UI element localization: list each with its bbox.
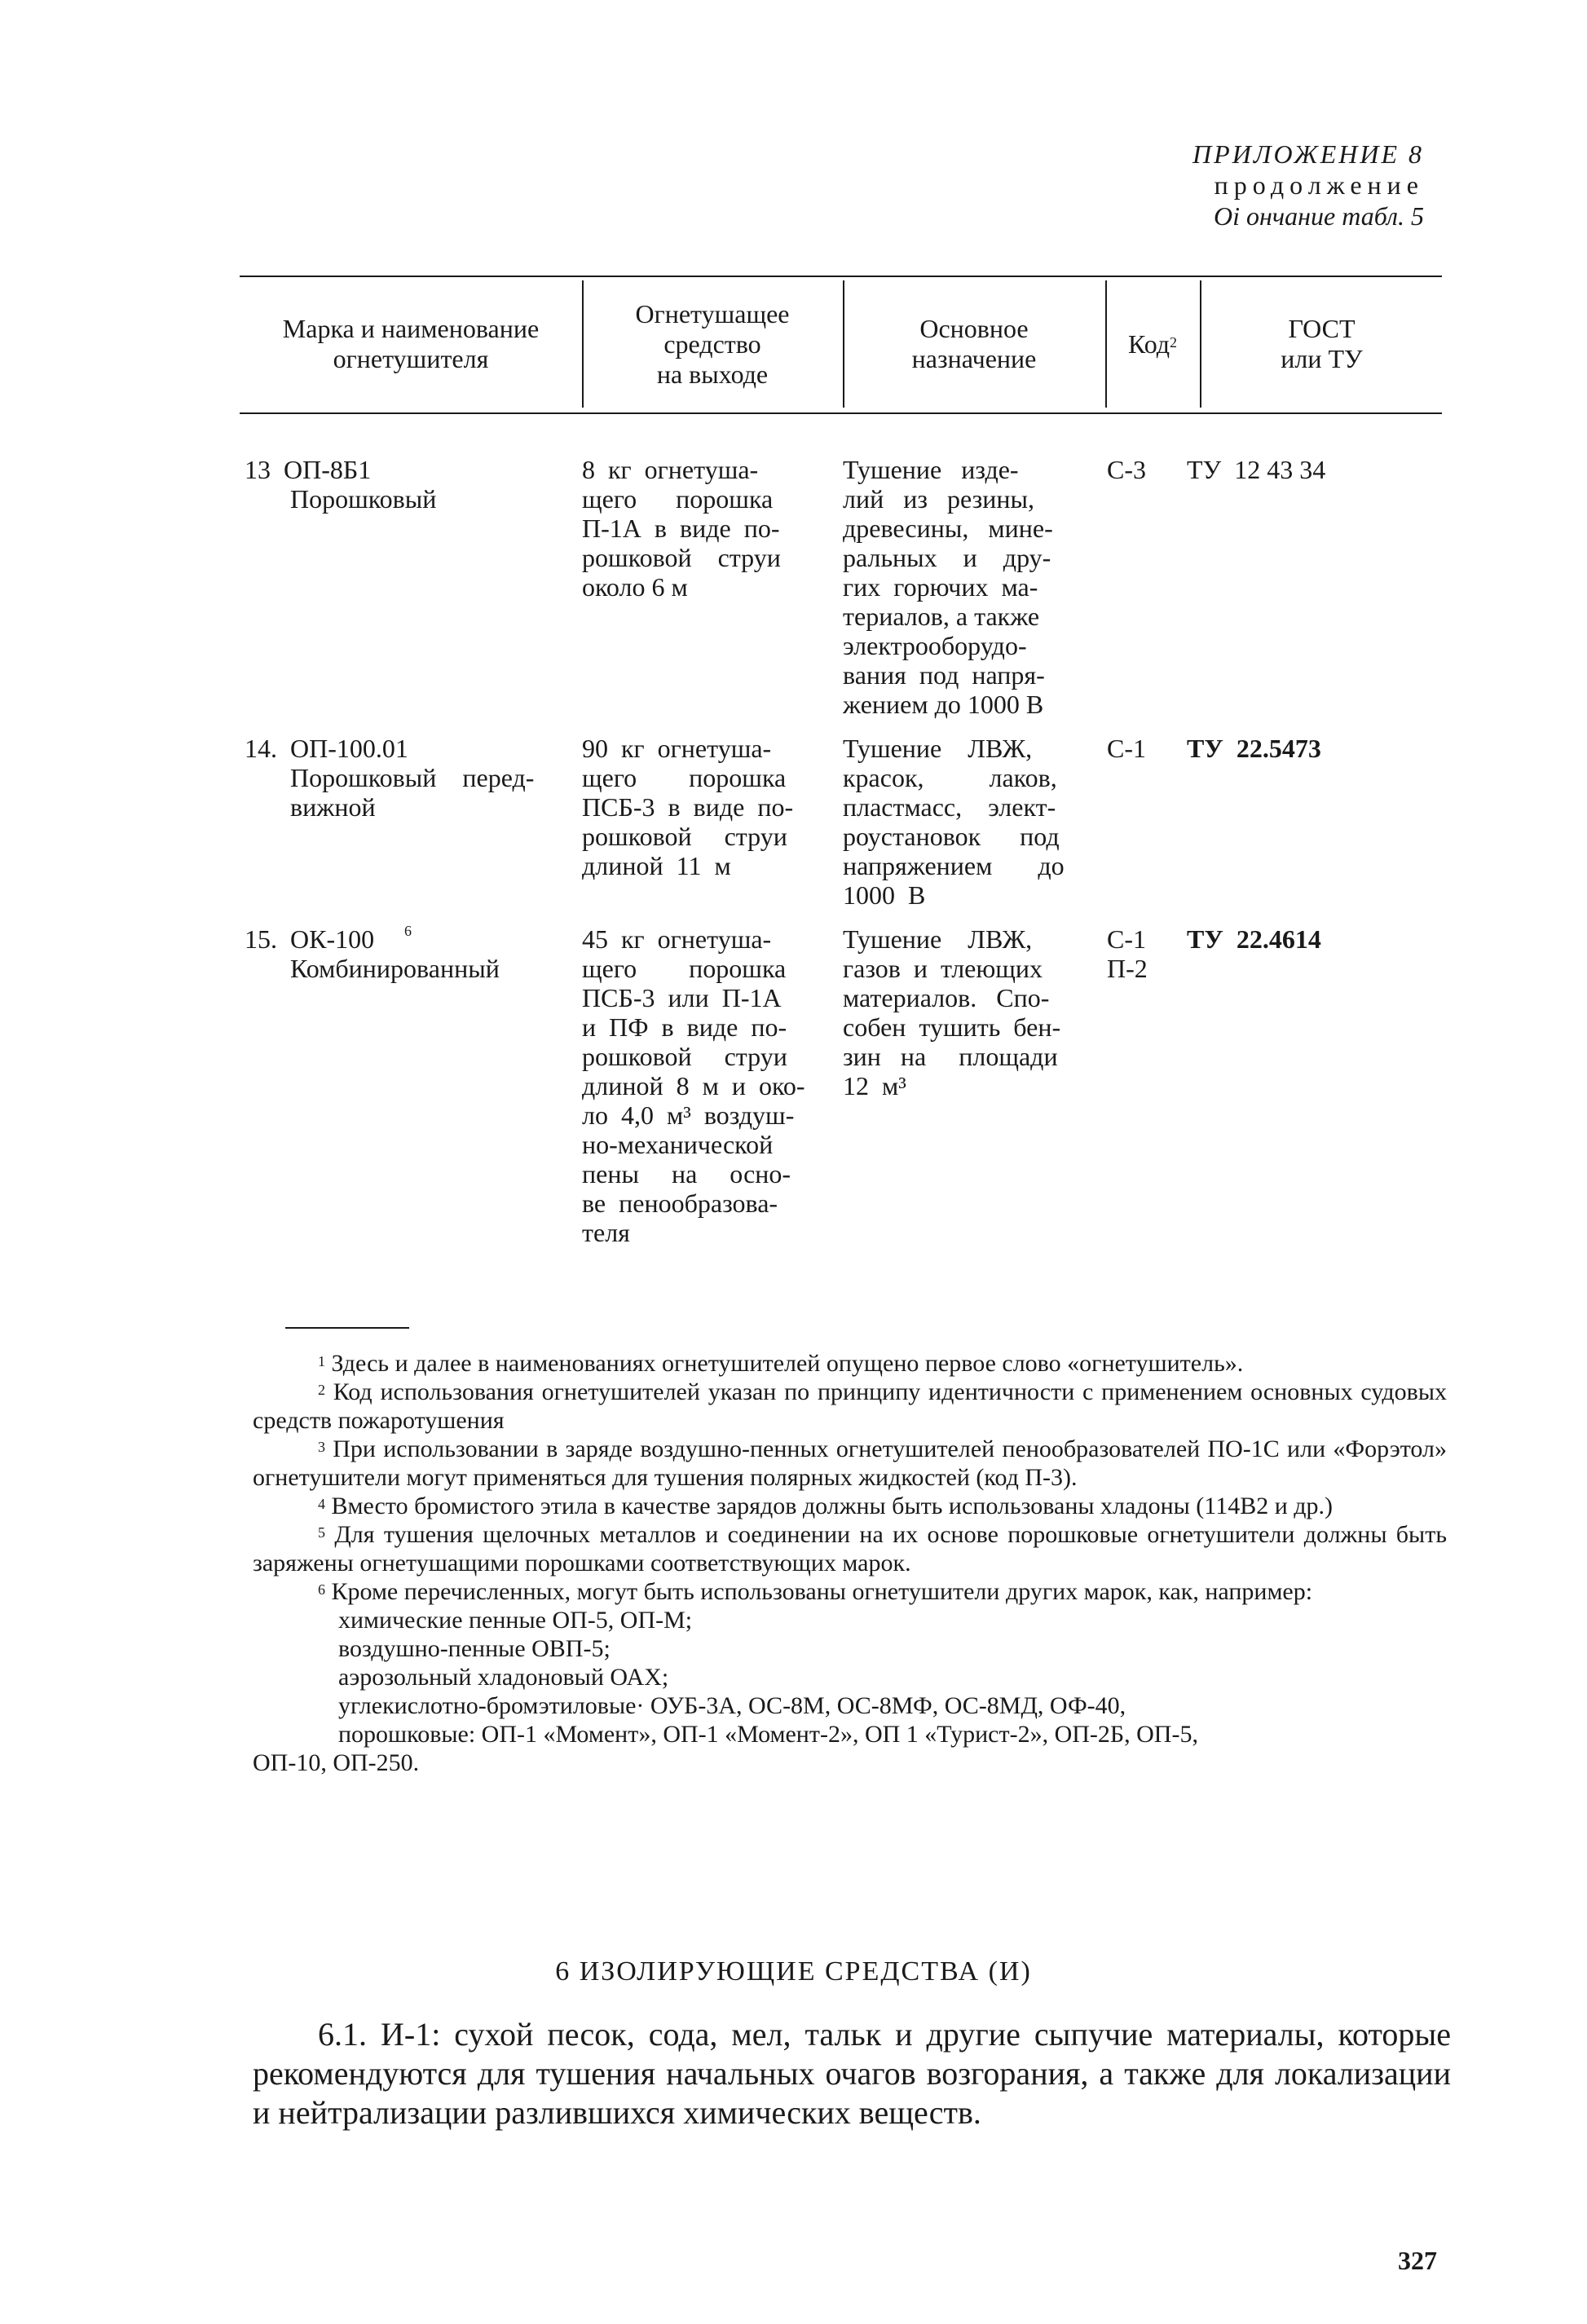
footnote-5: $^5$ Для тушения щелочных металлов и соединении на их основе порошковые огнетушители должны быть заряжены огнетушащими порошками соответствующих марок. <box>253 1521 1448 1577</box>
appendix-title: ПРИЛОЖЕНИЕ 8 <box>1192 139 1424 169</box>
footnote-6: $^6$ Кроме перечисленных, могут быть использованы огнетушители других марок, как, например: <box>318 1578 1313 1605</box>
row-14-gost: ТУ 22.5473 <box>1187 734 1321 763</box>
table-end-label: Оі ончание табл. 5 <box>1214 201 1424 231</box>
table-header-rule <box>240 412 1442 414</box>
footnote-6-text: Кроме перечисленных, могут быть использованы огнетушители других марок, как, например: <box>331 1578 1313 1605</box>
row-13-purpose: Тушение изде- лий из резины, древесины, мине- ральных и дру- гих горючих ма- териалов, а также электрооборудо- вания под напря- жением до 1000 В <box>843 455 1053 719</box>
row-13-name: 13 ОП-8Б1 Порошковый <box>245 455 437 514</box>
row-15-purpose: Тушение ЛВЖ, газов и тлеющих материалов. Спо- собен тушить бен- зин на площади 12 м³ <box>843 924 1061 1100</box>
list-item: химические пенные ОП-5, ОП-М; <box>338 1607 693 1634</box>
section-paragraph: 6.1. И-1: сухой песок, сода, мел, тальк и другие сыпучие материалы, которые рекомендуются для тушения начальных очагов возгорания, а также для локализации и нейтрализации разлившихся химических веществ. <box>253 2016 1451 2131</box>
code-header-footnote: 2 <box>1170 333 1178 351</box>
footnote-3: $^3$ При использовании в заряде воздушно-пенных огнетушителей пенообразователей ПО-1С или «Форэтол» огнетушители могут применяться для тушения полярных жидкостей (код П-3). <box>253 1435 1448 1491</box>
row-13-agent: 8 кг огнетуша- щего порошка П-1А в виде по- рошковой струи около 6 м <box>582 455 781 602</box>
row-14-agent: 90 кг огнетуша- щего порошка ПСБ-3 в виде по- рошковой струи длиной 11 м <box>582 734 794 880</box>
row-15-name-text: 15. ОК-100 Комбинированный <box>245 924 500 983</box>
footnote-1-text: Здесь и далее в наименованиях огнетушителей опущено первое слово «огнетушитель». <box>331 1350 1244 1377</box>
row-13-gost: ТУ 12 43 34 <box>1187 455 1326 484</box>
footnote-2-text: Код использования огнетушителей указан по принципу идентичности с применением основных судовых средств пожаротушения <box>253 1378 1448 1434</box>
row-15-name <box>245 924 500 983</box>
row-15-agent: 45 кг огнетуша- щего порошка ПСБ-3 или П-1А и ПФ в виде по- рошковой струи длиной 8 м и око- ло 4,0 м³ воздуш- но-механической пены на осно- ве пенообразова- теля <box>582 924 805 1247</box>
footnote-1: $^1$ Здесь и далее в наименованиях огнетушителей опущено первое слово «огнетушитель». <box>318 1350 1244 1377</box>
row-15-code: С-1 П-2 <box>1107 924 1148 983</box>
footnote-6-last-line: ОП-10, ОП-250. <box>253 1749 420 1776</box>
column-header-purpose: Основное назначение <box>911 314 1037 373</box>
footnote-5-text: Для тушения щелочных металлов и соединении на их основе порошковые огнетушители должны быть заряжены огнетушащими порошками соответствующих марок. <box>253 1521 1448 1577</box>
column-header-gost: ГОСТ или ТУ <box>1281 314 1363 373</box>
list-item: аэрозольный хладоновый ОАХ; <box>338 1664 669 1691</box>
column-header-code <box>1107 276 1198 412</box>
row-14-name: 14. ОП-100.01 Порошковый перед- вижной <box>245 734 535 822</box>
list-item: воздушно-пенные ОВП-5; <box>338 1635 611 1662</box>
list-item: углекислотно-бромэтиловые· ОУБ-3А, ОС-8М, ОС-8МФ, ОС-8МД, ОФ-40, <box>338 1692 1126 1719</box>
section-title: 6 ИЗОЛИРУЮЩИЕ СРЕДСТВА (И) <box>555 1956 1032 1987</box>
footnote-2: $^2$ Код использования огнетушителей указан по принципу идентичности с применением основных судовых средств пожаротушения <box>253 1378 1448 1434</box>
footnotes <box>253 1349 1447 1777</box>
appendix-header <box>1192 139 1424 232</box>
footnote-4: $^4$ Вместо бромистого этила в качестве зарядов должны быть использованы хладоны (114В2 и др.) <box>318 1493 1334 1519</box>
row-14-purpose: Тушение ЛВЖ, красок, лаков, пластмасс, элект- роустановок под напряжением до 1000 В <box>843 734 1065 910</box>
page-number: 327 <box>1398 2246 1437 2275</box>
footnote-6-list <box>253 1606 1447 1749</box>
column-header-agent: Огнетушащее средство на выходе <box>635 298 790 389</box>
footnote-4-text: Вместо бромистого этила в качестве зарядов должны быть использованы хладоны (114В2 и др.) <box>331 1493 1334 1519</box>
list-item: порошковые: ОП-1 «Момент», ОП-1 «Момент-2», ОП 1 «Турист-2», ОП-2Б, ОП-5, <box>338 1721 1198 1748</box>
column-header-name: Марка и наименование огнетушителя <box>282 314 540 373</box>
footnote-3-text: При использовании в заряде воздушно-пенных огнетушителей пенообразователей ПО-1С или «Форэтол» огнетушители могут применяться для тушения полярных жидкостей (код П-3). <box>253 1435 1448 1491</box>
continuation-label: продолжение <box>1214 170 1424 200</box>
row-13-code: С-3 <box>1107 455 1146 484</box>
footnote-separator <box>285 1327 409 1329</box>
row-14-code: С-1 <box>1107 734 1146 763</box>
row-15-gost: ТУ 22.4614 <box>1187 924 1321 954</box>
row-15-footnote-mark: 6 <box>404 923 412 939</box>
code-header-label: Код <box>1127 329 1170 359</box>
